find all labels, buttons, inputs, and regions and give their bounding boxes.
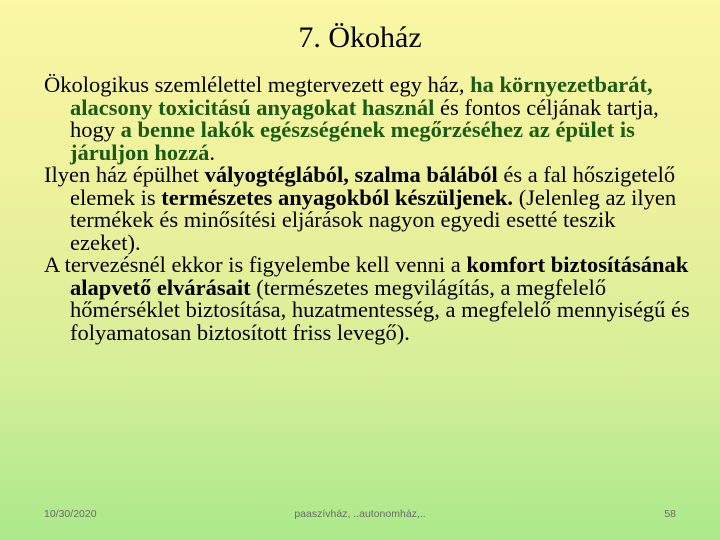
paragraph-1 <box>44 74 690 164</box>
bold-text: természetes anyagokból készüljenek. <box>161 184 514 210</box>
highlight-text: a benne lakók egészségének megőrzéséhez az épület is járuljon hozzá <box>70 117 635 165</box>
highlight-text: ha környezetbarát, alacsony toxicitású anyagokat használ <box>70 72 653 120</box>
text-run: Ökologikus szemlélettel megtervezett egy ház, <box>44 72 471 97</box>
text-run: Ilyen ház épülhet <box>44 162 205 187</box>
text-run: (természetes megvilágítás, a megfelelő hőmérséklet biztosítása, huzatmentesség, a megfelelő mennyiségű és folyamatosan biztosított friss levegő). <box>70 274 690 345</box>
bold-text: komfort biztosításának alapvető elvárásait <box>70 252 689 300</box>
slide-body <box>44 74 690 344</box>
paragraph-2 <box>44 164 690 254</box>
bold-text: vályogtéglából, szalma bálából <box>204 162 498 187</box>
text-run: A tervezésnél ekkor is figyelembe kell venni a <box>44 252 467 277</box>
footer-center-text: paaszívház, ..autonomház,.. <box>294 508 426 520</box>
text-run: (Jelenleg az ilyen termékek és minősítési eljárások nagyon egyedi esetté teszik ezeket). <box>70 184 677 255</box>
footer-page-number: 58 <box>664 508 676 520</box>
footer-date: 10/30/2020 <box>44 508 97 520</box>
text-run: . <box>209 139 215 165</box>
paragraph-3 <box>44 254 690 344</box>
text-run: és fontos céljának tartja, hogy <box>70 94 659 142</box>
slide-title: 7. Ökoház <box>298 21 422 54</box>
text-run: és a fal hőszigetelő elemek is <box>70 162 676 210</box>
